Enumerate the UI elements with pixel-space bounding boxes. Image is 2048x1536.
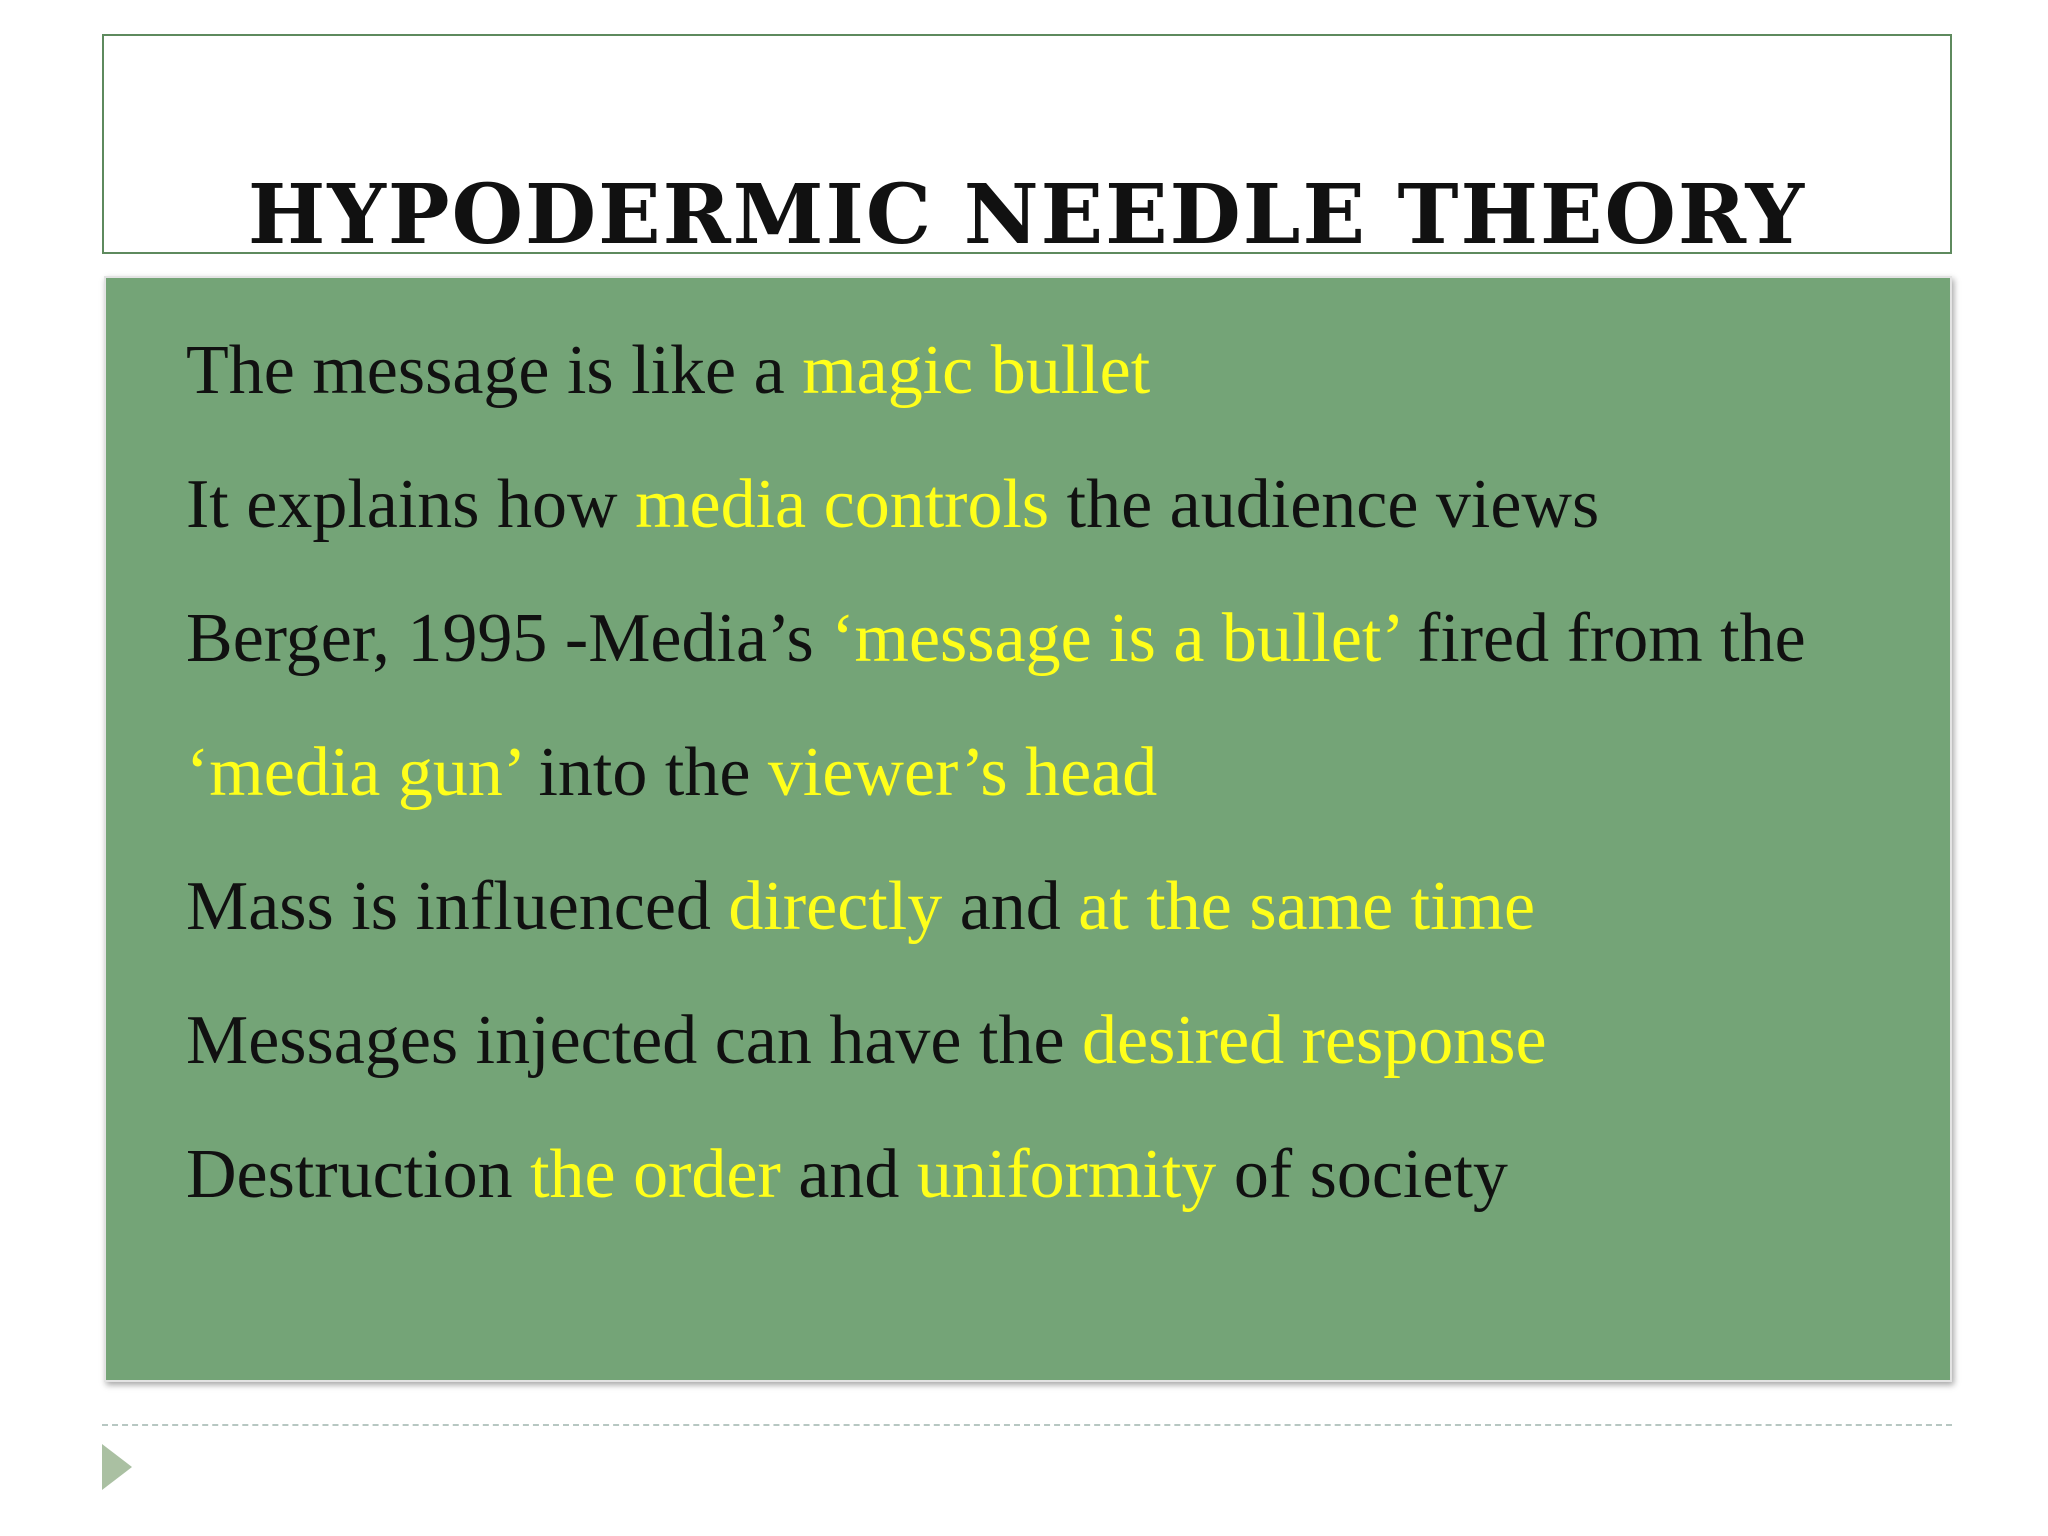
bullet-text: and (780, 1136, 917, 1213)
bullet-text: into the (520, 734, 768, 811)
bullet-text: Messages injected can have the (186, 1002, 1083, 1079)
highlighted-text: at the same time (1078, 868, 1536, 945)
title-box (102, 34, 1952, 263)
highlighted-text: the order (530, 1136, 781, 1213)
bullet-line (186, 572, 1940, 706)
content-box (104, 276, 1952, 1382)
bullet-text: fired from the (1399, 600, 1806, 677)
highlighted-text: viewer’s head (767, 734, 1158, 811)
bullet-list (186, 304, 1940, 1242)
footer-divider (102, 1424, 1952, 1426)
bullet-line (186, 974, 1940, 1108)
play-triangle-icon[interactable] (102, 1444, 132, 1490)
bullet-text: The message is like a (186, 332, 803, 409)
bullet-line (186, 1108, 1940, 1242)
highlighted-text: magic bullet (802, 332, 1151, 409)
highlighted-text: media controls (635, 466, 1050, 543)
bullet-text: and (942, 868, 1079, 945)
bullet-text: the audience views (1049, 466, 1600, 543)
bullet-line (186, 304, 1940, 438)
bullet-text: Destruction (186, 1136, 531, 1213)
bullet-line (186, 438, 1940, 572)
bullet-line (186, 706, 1940, 840)
highlighted-text: uniformity (916, 1136, 1217, 1213)
highlighted-text: desired response (1082, 1002, 1547, 1079)
bullet-text: of society (1216, 1136, 1508, 1213)
bullet-text: It explains how (186, 466, 636, 543)
highlighted-text: ‘media gun’ (186, 734, 521, 811)
bullet-text: Mass is influenced (186, 868, 729, 945)
highlighted-text: ‘message is a bullet’ (831, 600, 1400, 677)
slide-title: HYPODERMIC NEEDLE THEORY (247, 167, 1807, 263)
bullet-line (186, 840, 1940, 974)
highlighted-text: directly (728, 868, 943, 945)
bullet-text: Berger, 1995 -Media’s (186, 600, 832, 677)
